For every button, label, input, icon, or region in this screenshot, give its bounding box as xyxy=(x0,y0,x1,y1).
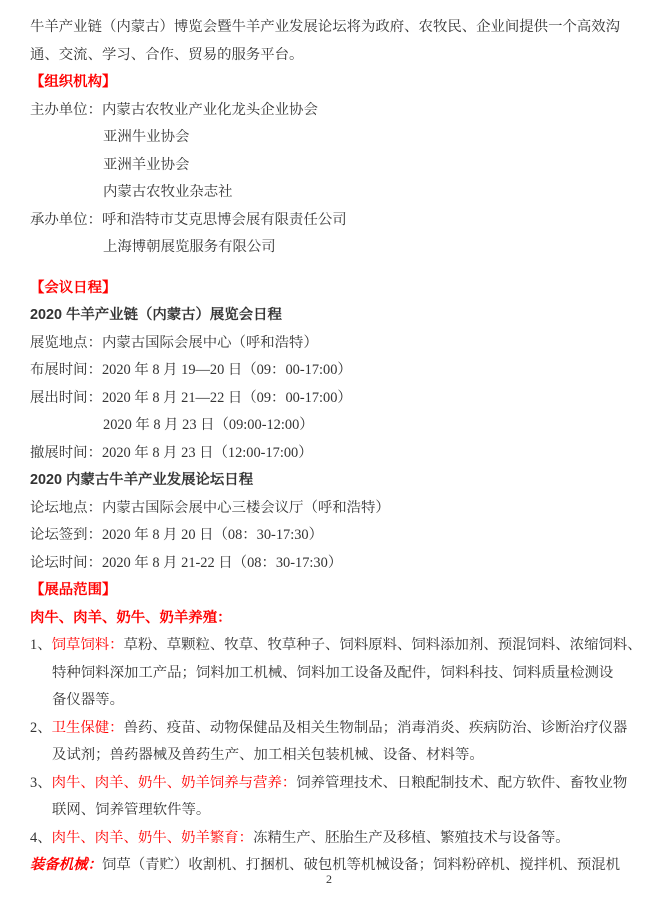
forum-schedule-title: 2020 内蒙古牛羊产业发展论坛日程 xyxy=(30,472,254,488)
forum-schedule-row xyxy=(30,550,628,578)
exhibit-item-label: 肉牛、肉羊、奶牛、奶羊繁育： xyxy=(51,829,254,846)
forum-schedule-row xyxy=(30,522,628,550)
exhibit-item-row xyxy=(30,770,628,798)
expo-schedule-row-continuation: 2020 年 8 月 23 日（09:00-12:00） xyxy=(103,417,314,433)
schedule-value: 2020 年 8 月 21-22 日（08：30-17:30） xyxy=(101,554,343,571)
exhibit-item-continuation: 及试剂；兽药器械及兽药生产、加工相关包装机械、设备、材料等。 xyxy=(52,747,484,763)
exhibit-item-label: 肉牛、肉羊、奶牛、奶羊饲养与营养： xyxy=(51,774,297,791)
section-heading-exhibits: 【展品范围】 xyxy=(30,582,117,598)
schedule-value: 内蒙古国际会展中心（呼和浩特） xyxy=(101,334,318,351)
exhibit-item-number: 2、 xyxy=(30,719,52,736)
schedule-label: 展出时间： xyxy=(30,389,102,406)
exhibit-item-text: 饲养管理技术、日粮配制技术、配方软件、畜牧业物 xyxy=(296,774,628,791)
exhibit-item-row xyxy=(30,632,642,660)
expo-schedule-row xyxy=(30,385,628,413)
section-heading-organization: 【组织机构】 xyxy=(30,74,117,90)
exhibit-item-row xyxy=(30,715,628,743)
equipment-text: 饲草（青贮）收割机、打捆机、破包机等机械设备；饲料粉碎机、搅拌机、预混机 xyxy=(101,857,621,873)
exhibit-item-number: 1、 xyxy=(30,637,52,653)
schedule-label: 论坛签到： xyxy=(30,527,102,543)
equipment-label: 装备机械： xyxy=(30,857,102,873)
exhibit-item-number: 3、 xyxy=(30,774,52,791)
exhibit-item-label: 饲草饲料： xyxy=(51,637,124,653)
organizer-unit-row xyxy=(30,207,628,235)
host-unit-name: 内蒙古农牧业产业化龙头企业协会 xyxy=(101,101,318,118)
schedule-value: 2020 年 8 月 21—22 日（09：00-17:00） xyxy=(101,389,352,406)
schedule-value: 2020 年 8 月 19—20 日（09：00-17:00） xyxy=(101,362,352,378)
host-unit-name: 内蒙古农牧业杂志社 xyxy=(103,184,233,200)
expo-schedule-row xyxy=(30,357,628,385)
host-unit-name: 亚洲牛业协会 xyxy=(103,129,190,145)
schedule-label: 论坛地点： xyxy=(30,499,102,516)
section-heading-schedule: 【会议日程】 xyxy=(30,279,117,296)
organizer-unit-name: 上海博朝展览服务有限公司 xyxy=(103,239,276,255)
expo-schedule-title: 2020 牛羊产业链（内蒙古）展览会日程 xyxy=(30,307,282,323)
organizer-unit-label: 承办单位： xyxy=(30,211,102,228)
host-unit-name: 亚洲羊业协会 xyxy=(103,156,190,173)
schedule-label: 论坛时间： xyxy=(30,554,102,571)
breeding-category-title: 肉牛、肉羊、奶牛、奶羊养殖： xyxy=(30,609,232,626)
intro-paragraph-line-2: 通、交流、学习、合作、贸易的服务平台。 xyxy=(30,46,304,63)
expo-schedule-row xyxy=(30,440,628,468)
exhibit-item-continuation: 联网、饲养管理软件等。 xyxy=(52,802,211,818)
host-unit-row xyxy=(30,97,628,125)
expo-schedule-row xyxy=(30,330,628,358)
exhibit-item-row xyxy=(30,825,628,853)
schedule-label: 布展时间： xyxy=(30,362,102,378)
page-number: 2 xyxy=(326,872,332,886)
section-gap xyxy=(30,262,628,275)
organizer-unit-name: 呼和浩特市艾克思博会展有限责任公司 xyxy=(101,211,347,228)
exhibit-item-number: 4、 xyxy=(30,829,52,846)
schedule-value: 内蒙古国际会展中心三楼会议厅（呼和浩特） xyxy=(101,499,390,516)
schedule-value: 2020 年 8 月 20 日（08：30-17:30） xyxy=(101,527,324,543)
exhibit-item-text: 冻精生产、胚胎生产及移植、繁殖技术与设备等。 xyxy=(253,829,570,846)
schedule-value: 2020 年 8 月 23 日（12:00-17:00） xyxy=(101,444,313,461)
forum-schedule-row xyxy=(30,495,628,523)
exhibit-item-label: 卫生保健： xyxy=(51,719,124,736)
schedule-label: 撤展时间： xyxy=(30,444,102,461)
exhibit-item-continuation: 备仪器等。 xyxy=(52,692,124,708)
intro-paragraph-line-1: 牛羊产业链（内蒙古）博览会暨牛羊产业发展论坛将为政府、农牧民、企业间提供一个高效沟 xyxy=(30,19,621,35)
exhibit-item-text: 兽药、疫苗、动物保健品及相关生物制品；消毒消炎、疾病防治、诊断治疗仪器 xyxy=(123,719,628,736)
exhibit-item-continuation: 特种饲料深加工产品；饲料加工机械、饲料加工设备及配件，饲料科技、饲料质量检测设 xyxy=(52,664,614,681)
schedule-label: 展览地点： xyxy=(30,334,102,351)
host-unit-label: 主办单位： xyxy=(30,101,102,118)
exhibit-item-text: 草粉、草颗粒、牧草、牧草种子、饲料原料、饲料添加剂、预混饲料、浓缩饲料、 xyxy=(123,637,642,653)
